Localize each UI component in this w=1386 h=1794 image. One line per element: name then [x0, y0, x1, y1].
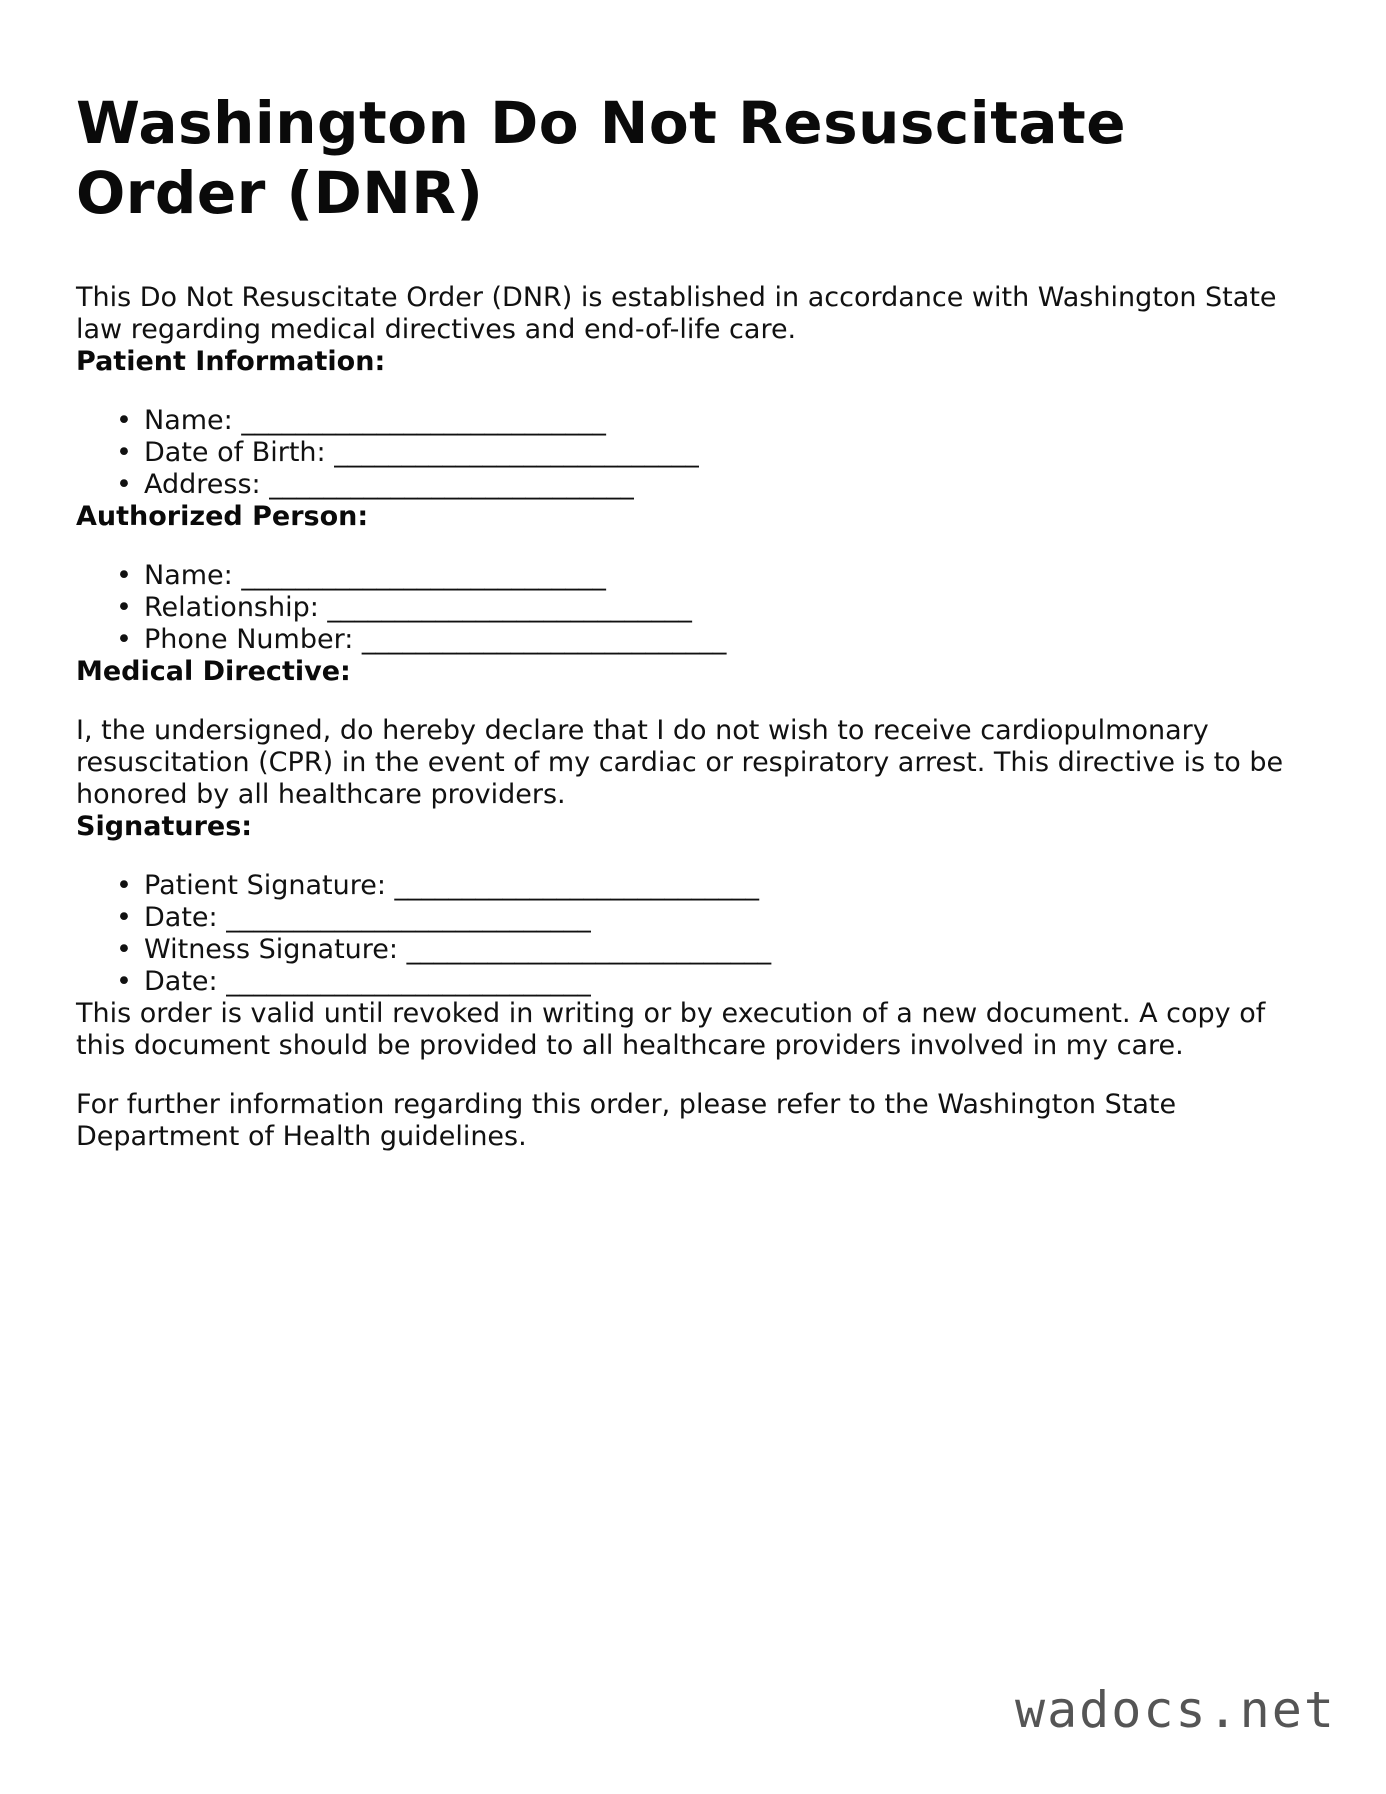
- authorized-person-list: [76, 560, 1316, 656]
- bullet-icon: •: [116, 405, 132, 436]
- patient-name-field: [76, 405, 1316, 437]
- bullet-icon: •: [116, 592, 132, 623]
- field-text: Address: ___________________________: [144, 469, 634, 500]
- bullet-icon: •: [116, 902, 132, 933]
- bullet-icon: •: [116, 437, 132, 468]
- witness-date-field: [76, 966, 1316, 998]
- signatures-list: [76, 870, 1316, 998]
- watermark: wadocs.net: [1014, 1681, 1336, 1739]
- patient-signature-field: [76, 870, 1316, 902]
- intro-paragraph: This Do Not Resuscitate Order (DNR) is established in accordance with Washington State law regarding medical directives and end-of-life care.: [76, 282, 1277, 345]
- patient-address-field: [76, 469, 1316, 501]
- bullet-icon: •: [116, 934, 132, 965]
- medical-directive-paragraph: I, the undersigned, do hereby declare that I do not wish to receive cardiopulmonary resuscitation (CPR) in the event of my cardiac or respiratory arrest. This directive is to be honored by all healthcare providers.: [76, 715, 1284, 810]
- document-page: [76, 88, 1316, 1153]
- field-text: Date: ___________________________: [144, 902, 591, 933]
- bullet-icon: •: [116, 560, 132, 591]
- bullet-icon: •: [116, 469, 132, 500]
- witness-signature-field: [76, 934, 1316, 966]
- authorized-person-heading: Authorized Person:: [76, 501, 369, 532]
- patient-dob-field: [76, 437, 1316, 469]
- patient-info-list: [76, 405, 1316, 501]
- medical-directive-heading: Medical Directive:: [76, 656, 351, 687]
- field-text: Name: ___________________________: [144, 560, 606, 591]
- field-text: Date: ___________________________: [144, 966, 591, 997]
- field-text: Relationship: ___________________________: [144, 592, 692, 623]
- field-text: Date of Birth: ___________________________: [144, 437, 699, 468]
- bullet-icon: •: [116, 870, 132, 901]
- authorized-phone-field: [76, 624, 1316, 656]
- bullet-icon: •: [116, 966, 132, 997]
- authorized-name-field: [76, 560, 1316, 592]
- field-text: Name: ___________________________: [144, 405, 606, 436]
- document-title: Washington Do Not Resuscitate Order (DNR): [76, 89, 1127, 227]
- field-text: Witness Signature: ___________________________: [144, 934, 772, 965]
- field-text: Phone Number: ___________________________: [144, 624, 727, 655]
- patient-info-heading: Patient Information:: [76, 346, 386, 377]
- authorized-relationship-field: [76, 592, 1316, 624]
- patient-date-field: [76, 902, 1316, 934]
- further-info-paragraph: For further information regarding this order, please refer to the Washington State Department of Health guidelines.: [76, 1089, 1177, 1152]
- signatures-heading: Signatures:: [76, 811, 253, 842]
- field-text: Patient Signature: ___________________________: [144, 870, 760, 901]
- validity-paragraph: This order is valid until revoked in writing or by execution of a new document. A copy of this document should be provided to all healthcare providers involved in my care.: [76, 998, 1266, 1061]
- bullet-icon: •: [116, 624, 132, 655]
